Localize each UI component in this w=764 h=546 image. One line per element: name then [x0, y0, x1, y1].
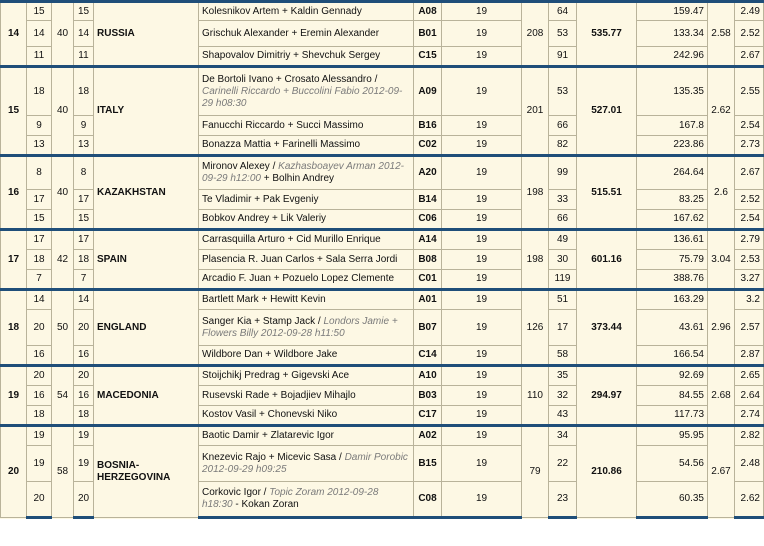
pair-points: 133.34 [637, 21, 708, 47]
pair-main-names: Grischuk Alexander + Eremin Alexander [202, 27, 380, 39]
pair-rank: 32 [549, 386, 577, 406]
pair-rank: 66 [549, 116, 577, 136]
pair-value-b: 7 [74, 270, 94, 290]
pair-points: 95.95 [637, 426, 708, 446]
team-imps: 208 [522, 2, 549, 67]
pair-result: 2.79 [735, 230, 764, 250]
pair-code: A10 [414, 366, 442, 386]
pair-value-a: 17 [27, 230, 52, 250]
pair-value-b: 16 [74, 346, 94, 366]
pair-code: B03 [414, 386, 442, 406]
team-total: 515.51 [577, 156, 637, 230]
pair-rank: 119 [549, 270, 577, 290]
team-imps: 198 [522, 156, 549, 230]
table-row [1, 230, 764, 250]
pair-result: 2.82 [735, 426, 764, 446]
pair-value-b: 20 [74, 366, 94, 386]
team-sum: 42 [52, 230, 74, 290]
team-total: 210.86 [577, 426, 637, 518]
boards-played: 19 [442, 310, 522, 346]
pair-result: 2.57 [735, 310, 764, 346]
pair-result: 2.74 [735, 406, 764, 426]
country-name: KAZAKHSTAN [94, 156, 199, 230]
pair-points: 159.47 [637, 2, 708, 21]
pair-rank: 49 [549, 230, 577, 250]
pair-result: 2.48 [735, 446, 764, 482]
pair-main-names: Stoijchikj Predrag + Gigevski Ace [202, 370, 350, 381]
boards-played: 19 [442, 67, 522, 116]
pair-rank: 43 [549, 406, 577, 426]
pair-value-b: 15 [74, 210, 94, 230]
boards-played: 19 [442, 210, 522, 230]
table-row [1, 426, 764, 446]
pair-rank: 53 [549, 67, 577, 116]
pair-names [199, 290, 414, 310]
pair-result: 2.67 [735, 47, 764, 67]
pair-value-a: 19 [27, 426, 52, 446]
pair-value-a: 16 [27, 386, 52, 406]
pair-rank: 82 [549, 136, 577, 156]
team-total: 601.16 [577, 230, 637, 290]
pair-result: 2.49 [735, 2, 764, 21]
pair-points: 388.76 [637, 270, 708, 290]
pair-points: 242.96 [637, 47, 708, 67]
pair-names [199, 366, 414, 386]
table-row [1, 67, 764, 116]
team-total: 294.97 [577, 366, 637, 426]
pair-value-a: 9 [27, 116, 52, 136]
pair-value-b: 17 [74, 230, 94, 250]
pair-value-a: 17 [27, 190, 52, 210]
table-row [1, 2, 764, 21]
pair-value-b: 17 [74, 190, 94, 210]
pair-main-names: Sanger Kia + Stamp Jack / [202, 315, 321, 327]
team-sum: 40 [52, 67, 74, 156]
pair-rank: 17 [549, 310, 577, 346]
country-name: ENGLAND [94, 290, 199, 366]
team-imps: 126 [522, 290, 549, 366]
team-place: 19 [1, 366, 27, 426]
pair-code: B08 [414, 250, 442, 270]
pair-partner-name: - Kokan Zoran [235, 499, 299, 510]
boards-played: 19 [442, 290, 522, 310]
boards-played: 19 [442, 190, 522, 210]
team-place: 17 [1, 230, 27, 290]
pair-result: 2.53 [735, 250, 764, 270]
pair-main-names: Carrasquilla Arturo + Cid Murillo Enrique [202, 234, 381, 245]
pair-rank: 53 [549, 21, 577, 47]
team-average: 2.67 [708, 426, 735, 518]
pair-value-a: 11 [27, 47, 52, 67]
table-row [1, 366, 764, 386]
pair-value-b: 20 [74, 310, 94, 346]
pair-points: 167.62 [637, 210, 708, 230]
pair-value-a: 15 [27, 210, 52, 230]
substitution-note: Carinelli Riccardo + Buccolini Fabio 2012-09-29 h08:30 [202, 85, 403, 109]
pair-names [199, 190, 414, 210]
pair-code: A09 [414, 67, 442, 116]
boards-played: 19 [442, 116, 522, 136]
pair-value-a: 18 [27, 67, 52, 116]
pair-main-names: Te Vladimir + Pak Evgeniy [202, 193, 319, 205]
pair-value-a: 15 [27, 2, 52, 21]
pair-names [199, 21, 414, 47]
country-name: RUSSIA [94, 2, 199, 67]
pair-rank: 91 [549, 47, 577, 67]
boards-played: 19 [442, 136, 522, 156]
pair-value-b: 9 [74, 116, 94, 136]
pair-main-names: Corkovic Igor / [202, 487, 267, 498]
pair-value-a: 19 [27, 446, 52, 482]
pair-value-b: 14 [74, 21, 94, 47]
pair-names [199, 156, 414, 190]
team-place: 15 [1, 67, 27, 156]
table-row [1, 290, 764, 310]
pair-points: 54.56 [637, 446, 708, 482]
boards-played: 19 [442, 47, 522, 67]
pair-partner-name: + Bolhin Andrey [263, 173, 335, 184]
pair-value-a: 14 [27, 290, 52, 310]
boards-played: 19 [442, 482, 522, 518]
pair-rank: 22 [549, 446, 577, 482]
pair-value-b: 19 [74, 446, 94, 482]
pair-main-names: Bobkov Andrey + Lik Valeriy [202, 213, 327, 224]
country-name: MACEDONIA [94, 366, 199, 426]
pair-value-a: 18 [27, 250, 52, 270]
pair-names [199, 270, 414, 290]
pair-value-a: 8 [27, 156, 52, 190]
pair-main-names: Knezevic Rajo + Micevic Sasa / [202, 451, 342, 463]
pair-code: A08 [414, 2, 442, 21]
pair-value-b: 11 [74, 47, 94, 67]
team-place: 16 [1, 156, 27, 230]
pair-main-names: Plasencia R. Juan Carlos + Sala Serra Jordi [202, 253, 398, 265]
pair-value-b: 15 [74, 2, 94, 21]
pair-value-a: 7 [27, 270, 52, 290]
pair-code: B07 [414, 310, 442, 346]
boards-played: 19 [442, 21, 522, 47]
pair-code: C02 [414, 136, 442, 156]
pair-rank: 99 [549, 156, 577, 190]
pair-value-b: 14 [74, 290, 94, 310]
pair-rank: 35 [549, 366, 577, 386]
team-sum: 58 [52, 426, 74, 518]
pair-rank: 23 [549, 482, 577, 518]
boards-played: 19 [442, 446, 522, 482]
team-average: 2.62 [708, 67, 735, 156]
pair-value-b: 16 [74, 386, 94, 406]
boards-played: 19 [442, 366, 522, 386]
boards-played: 19 [442, 426, 522, 446]
pair-rank: 66 [549, 210, 577, 230]
boards-played: 19 [442, 250, 522, 270]
pair-main-names: Baotic Damir + Zlatarevic Igor [202, 430, 334, 441]
team-average: 2.68 [708, 366, 735, 426]
pair-result: 2.54 [735, 210, 764, 230]
substitution-note: Kazhasboayev Arman 2012-09-29 h12:00 [202, 161, 404, 184]
boards-played: 19 [442, 406, 522, 426]
team-imps: 198 [522, 230, 549, 290]
team-place: 20 [1, 426, 27, 518]
team-average: 2.96 [708, 290, 735, 366]
pair-code: C01 [414, 270, 442, 290]
pair-code: B01 [414, 21, 442, 47]
pair-code: A14 [414, 230, 442, 250]
boards-played: 19 [442, 230, 522, 250]
pair-main-names: Wildbore Dan + Wildbore Jake [202, 349, 338, 360]
pair-names [199, 482, 414, 518]
pair-rank: 58 [549, 346, 577, 366]
pair-value-a: 20 [27, 482, 52, 518]
pair-main-names: De Bortoli Ivano + Crosato Alessandro / [202, 73, 378, 85]
team-sum: 54 [52, 366, 74, 426]
pair-points: 163.29 [637, 290, 708, 310]
pair-names [199, 210, 414, 230]
pair-value-b: 18 [74, 67, 94, 116]
pair-points: 117.73 [637, 406, 708, 426]
pair-value-a: 18 [27, 406, 52, 426]
pair-code: B15 [414, 446, 442, 482]
team-average: 3.04 [708, 230, 735, 290]
boards-played: 19 [442, 270, 522, 290]
pair-result: 2.87 [735, 346, 764, 366]
pair-result: 2.52 [735, 21, 764, 47]
pair-value-b: 18 [74, 406, 94, 426]
pair-points: 60.35 [637, 482, 708, 518]
team-total: 535.77 [577, 2, 637, 67]
team-total: 373.44 [577, 290, 637, 366]
substitution-note: Damir Porobic 2012-09-29 h09:25 [202, 451, 408, 475]
pair-code: C14 [414, 346, 442, 366]
pair-value-a: 20 [27, 366, 52, 386]
pair-value-b: 13 [74, 136, 94, 156]
team-sum: 40 [52, 156, 74, 230]
pair-names [199, 116, 414, 136]
boards-played: 19 [442, 386, 522, 406]
country-name: BOSNIA-HERZEGOVINA [94, 426, 199, 518]
pair-code: B16 [414, 116, 442, 136]
team-imps: 110 [522, 366, 549, 426]
pair-code: C06 [414, 210, 442, 230]
pair-value-a: 16 [27, 346, 52, 366]
pair-names [199, 47, 414, 67]
pair-code: C08 [414, 482, 442, 518]
pair-rank: 34 [549, 426, 577, 446]
pair-names [199, 426, 414, 446]
pair-points: 136.61 [637, 230, 708, 250]
pair-code: C15 [414, 47, 442, 67]
pair-result: 3.2 [735, 290, 764, 310]
pair-code: A02 [414, 426, 442, 446]
pair-code: A20 [414, 156, 442, 190]
pair-rank: 30 [549, 250, 577, 270]
pair-value-a: 14 [27, 21, 52, 47]
pair-value-b: 20 [74, 482, 94, 518]
table-row [1, 156, 764, 190]
boards-played: 19 [442, 346, 522, 366]
pair-value-b: 19 [74, 426, 94, 446]
pair-result: 2.62 [735, 482, 764, 518]
team-total: 527.01 [577, 67, 637, 156]
pair-result: 2.55 [735, 67, 764, 116]
country-name: ITALY [94, 67, 199, 156]
pair-main-names: Bonazza Mattia + Farinelli Massimo [202, 139, 361, 150]
pair-result: 2.54 [735, 116, 764, 136]
team-place: 18 [1, 290, 27, 366]
pair-names [199, 67, 414, 116]
pair-names [199, 406, 414, 426]
pair-rank: 51 [549, 290, 577, 310]
team-sum: 50 [52, 290, 74, 366]
pair-result: 3.27 [735, 270, 764, 290]
pair-result: 2.73 [735, 136, 764, 156]
pair-main-names: Bartlett Mark + Hewitt Kevin [202, 294, 326, 305]
team-imps: 79 [522, 426, 549, 518]
pair-names [199, 346, 414, 366]
substitution-note: Topic Zoram 2012-09-28 h18:30 [202, 487, 379, 510]
pair-names [199, 386, 414, 406]
pair-rank: 33 [549, 190, 577, 210]
country-name: SPAIN [94, 230, 199, 290]
pair-code: A01 [414, 290, 442, 310]
pair-names [199, 310, 414, 346]
pair-points: 166.54 [637, 346, 708, 366]
pair-value-a: 13 [27, 136, 52, 156]
pair-points: 83.25 [637, 190, 708, 210]
boards-played: 19 [442, 156, 522, 190]
pair-names [199, 230, 414, 250]
pair-points: 135.35 [637, 67, 708, 116]
pair-result: 2.64 [735, 386, 764, 406]
boards-played: 19 [442, 2, 522, 21]
pair-result: 2.52 [735, 190, 764, 210]
pair-value-b: 8 [74, 156, 94, 190]
pair-names [199, 136, 414, 156]
pair-main-names: Kolesnikov Artem + Kaldin Gennady [202, 5, 362, 17]
pair-main-names: Mironov Alexey / [202, 161, 276, 172]
pair-main-names: Arcadio F. Juan + Pozuelo Lopez Clemente [202, 273, 395, 284]
pair-main-names: Kostov Vasil + Chonevski Niko [202, 409, 338, 420]
pair-result: 2.65 [735, 366, 764, 386]
pair-names [199, 2, 414, 21]
pair-result: 2.67 [735, 156, 764, 190]
pair-main-names: Shapovalov Dimitriy + Shevchuk Sergey [202, 50, 381, 61]
pair-value-b: 18 [74, 250, 94, 270]
pair-main-names: Fanucchi Riccardo + Succi Massimo [202, 119, 364, 131]
pair-points: 43.61 [637, 310, 708, 346]
team-place: 14 [1, 2, 27, 67]
pair-points: 264.64 [637, 156, 708, 190]
pair-points: 167.8 [637, 116, 708, 136]
pair-points: 92.69 [637, 366, 708, 386]
pair-names [199, 446, 414, 482]
team-average: 2.6 [708, 156, 735, 230]
pair-main-names: Rusevski Rade + Bojadjiev Mihajlo [202, 389, 356, 401]
pair-code: B14 [414, 190, 442, 210]
pair-points: 84.55 [637, 386, 708, 406]
pair-code: C17 [414, 406, 442, 426]
pair-names [199, 250, 414, 270]
team-imps: 201 [522, 67, 549, 156]
team-average: 2.58 [708, 2, 735, 67]
pair-rank: 64 [549, 2, 577, 21]
substitution-note: Londors Jamie + Flowers Billy 2012-09-28 h11:50 [202, 315, 398, 339]
pair-value-a: 20 [27, 310, 52, 346]
pair-points: 75.79 [637, 250, 708, 270]
pair-points: 223.86 [637, 136, 708, 156]
team-sum: 40 [52, 2, 74, 67]
